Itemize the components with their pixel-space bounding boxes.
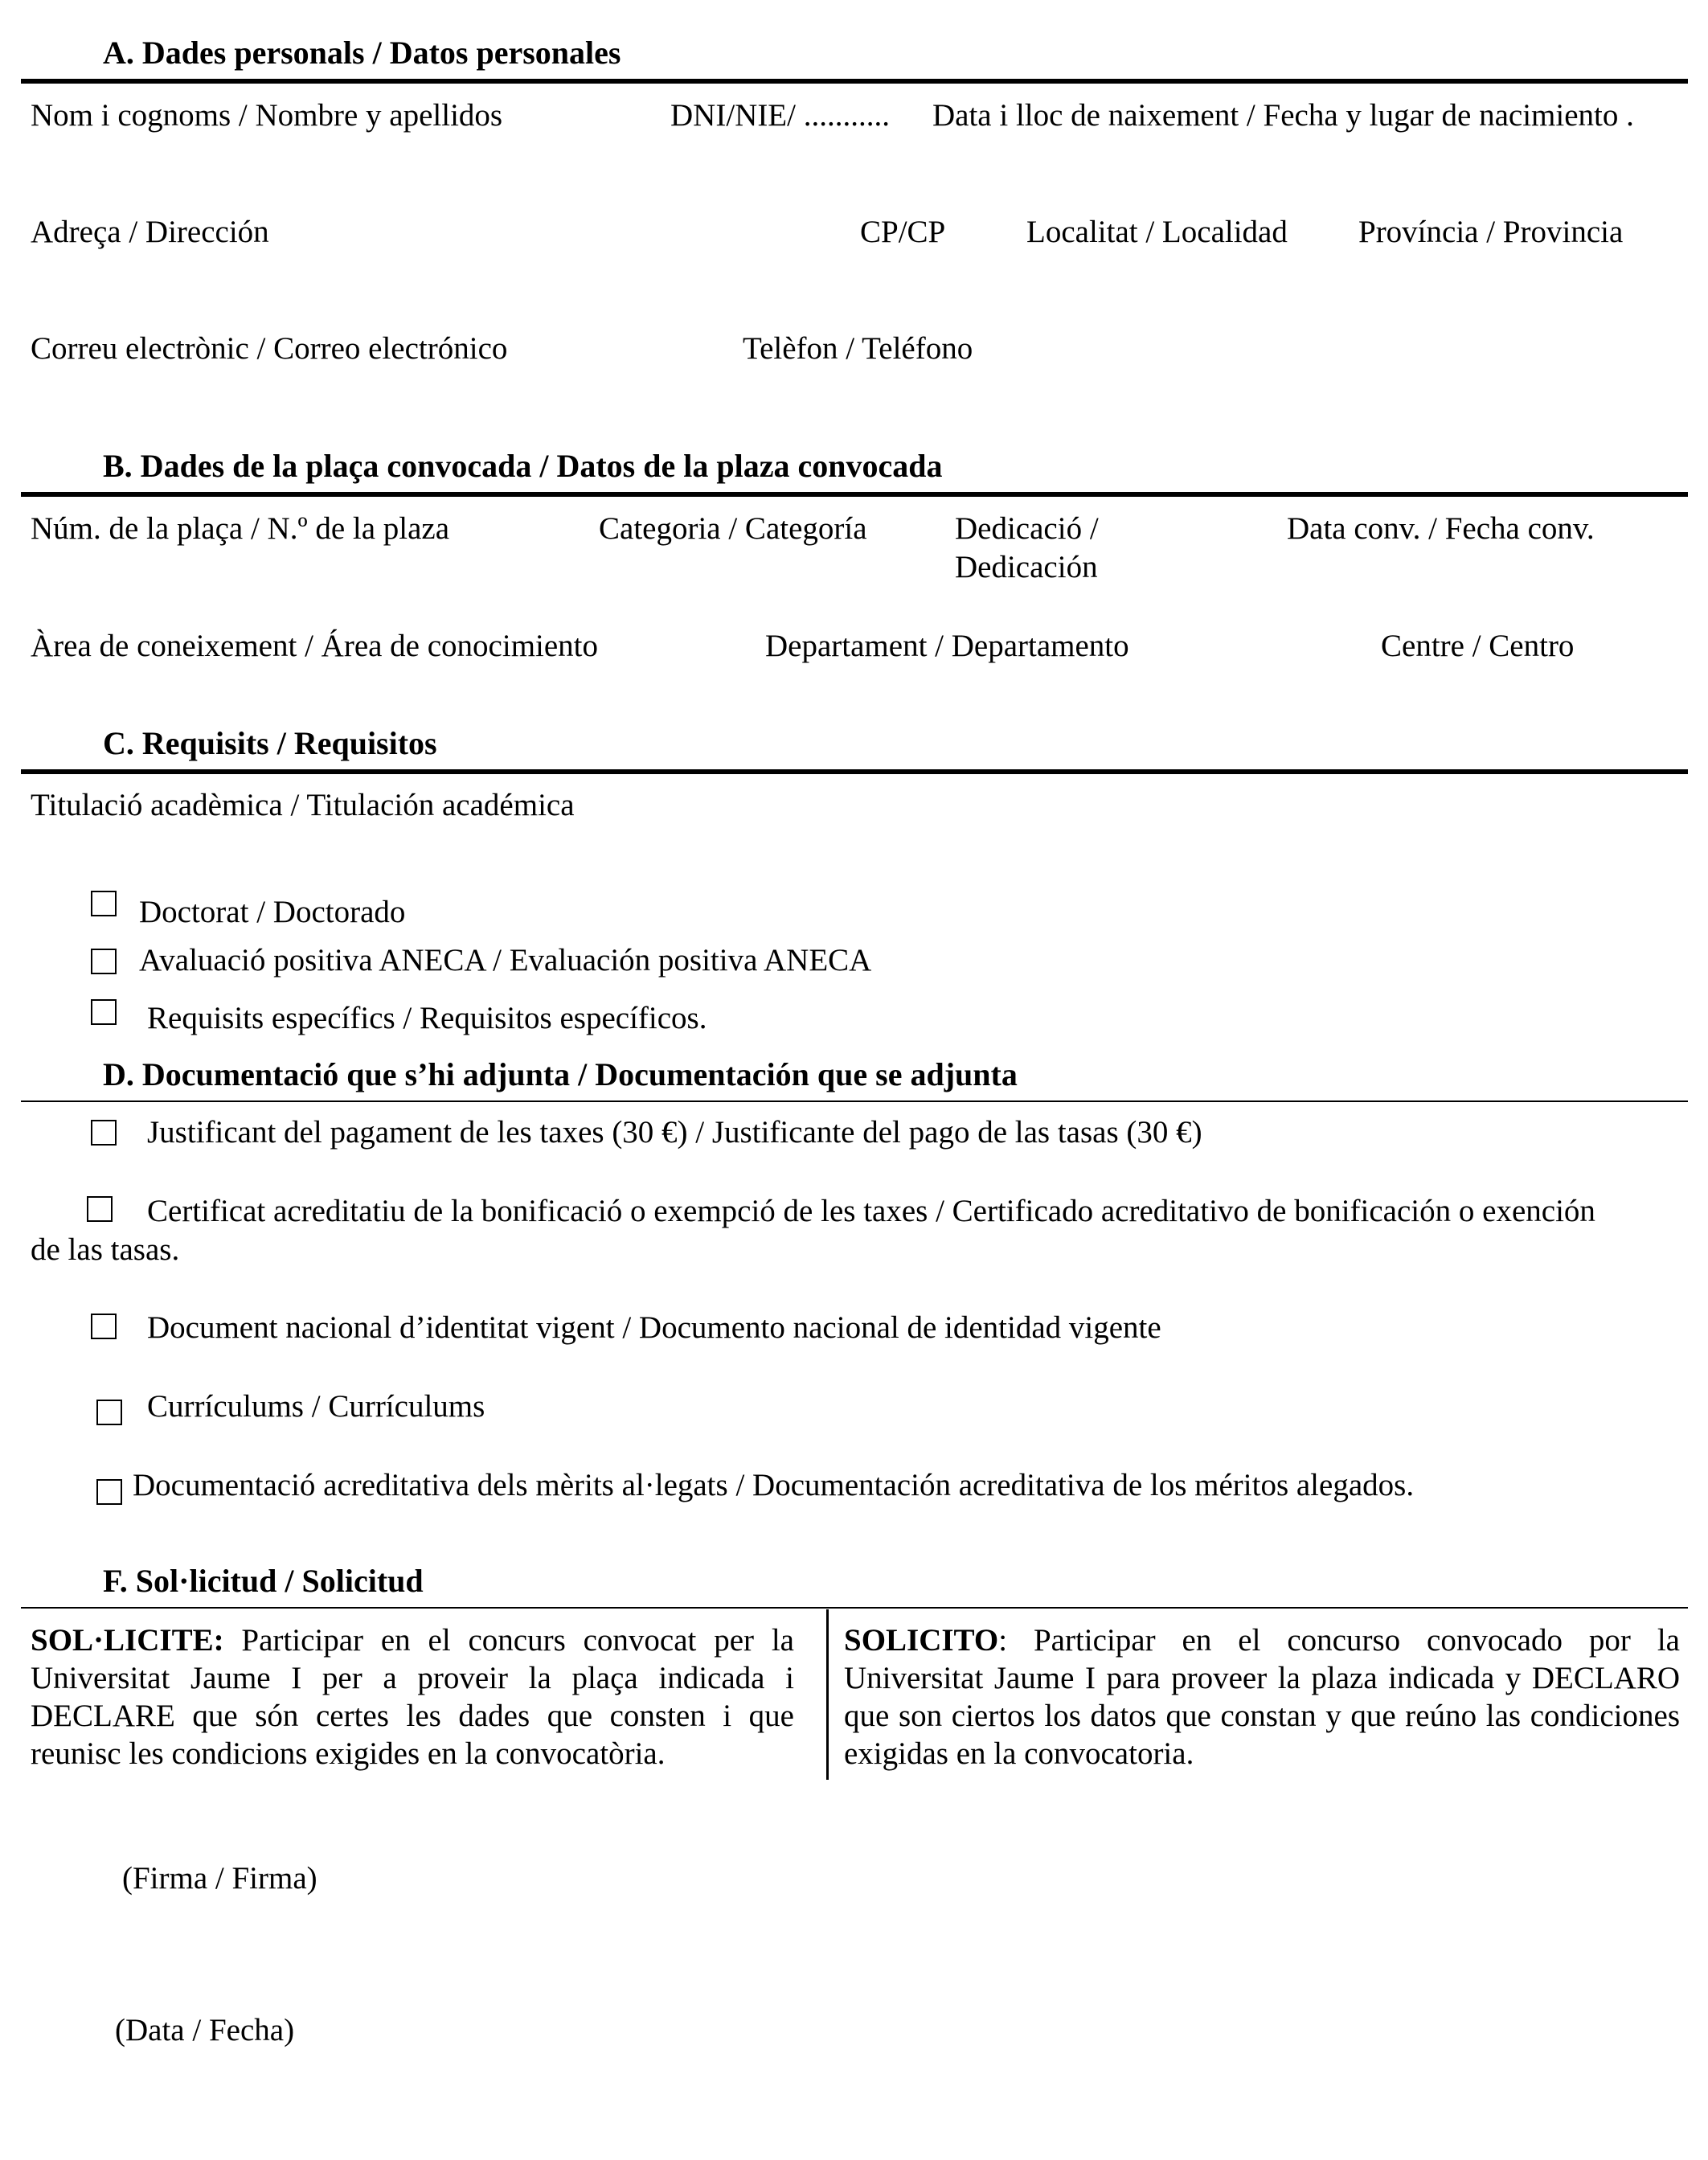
fee-receipt-checkbox[interactable] xyxy=(91,1120,117,1146)
request-spanish-text: : Participar en el concurso convocado por la Universitat Jaume I para proveer la plaza indicada y DECLARO que son ciertos los datos que constan y que reúno las condiciones exigidas en la convocatoria. xyxy=(844,1623,1680,1771)
date-field[interactable]: (Data / Fecha) xyxy=(115,2013,295,2047)
fee-exemption-checkbox[interactable] xyxy=(87,1196,113,1222)
request-catalan xyxy=(31,1621,794,1773)
aneca-label: Avaluació positiva ANECA / Evaluación positiva ANECA xyxy=(139,943,872,978)
degree-field[interactable]: Titulació acadèmica / Titulación académica xyxy=(31,788,575,822)
id-document-label: Document nacional d’identitat vigent / Documento nacional de identidad vigente xyxy=(147,1310,1161,1345)
centre-field[interactable]: Centre / Centro xyxy=(1381,629,1575,663)
section-c-heading: C. Requisits / Requisitos xyxy=(103,725,437,761)
request-spanish xyxy=(844,1621,1680,1773)
section-f-heading: F. Sol·licitud / Solicitud xyxy=(103,1563,424,1599)
cp-field[interactable]: CP/CP xyxy=(860,215,946,249)
dedication-field-line2: Dedicación xyxy=(955,550,1098,584)
name-field[interactable]: Nom i cognoms / Nombre y apellidos xyxy=(31,98,503,133)
doctorate-checkbox[interactable] xyxy=(91,891,117,916)
request-divider xyxy=(826,1609,829,1780)
specific-requirements-checkbox[interactable] xyxy=(91,999,117,1025)
dni-field[interactable]: DNI/NIE/ ........... xyxy=(670,98,890,133)
fee-exemption-label-cont: de las tasas. xyxy=(31,1232,180,1267)
section-d-rule xyxy=(21,1100,1688,1102)
section-d-heading: D. Documentació que s’hi adjunta / Documentación que se adjunta xyxy=(103,1056,1018,1092)
cv-label: Currículums / Currículums xyxy=(147,1389,485,1424)
date-conv-field[interactable]: Data conv. / Fecha conv. xyxy=(1287,511,1595,546)
phone-field[interactable]: Telèfon / Teléfono xyxy=(743,331,973,366)
address-field[interactable]: Adreça / Dirección xyxy=(31,215,269,249)
id-document-checkbox[interactable] xyxy=(91,1314,117,1339)
province-field[interactable]: Província / Provincia xyxy=(1358,215,1624,249)
specific-requirements-label: Requisits específics / Requisitos específicos. xyxy=(147,1001,707,1035)
dedication-field-line1[interactable]: Dedicació / xyxy=(955,511,1099,546)
section-a-heading: A. Dades personals / Datos personales xyxy=(103,35,621,71)
signature-field[interactable]: (Firma / Firma) xyxy=(122,1861,317,1896)
cv-checkbox[interactable] xyxy=(96,1400,122,1425)
doctorate-label: Doctorat / Doctorado xyxy=(139,895,406,929)
section-b-rule xyxy=(21,492,1688,497)
fee-receipt-label: Justificant del pagament de les taxes (30 €) / Justificante del pago de las tasas (30 €) xyxy=(147,1115,1202,1150)
email-field[interactable]: Correu electrònic / Correo electrónico xyxy=(31,331,508,366)
birth-field[interactable]: Data i lloc de naixement / Fecha y lugar de nacimiento . xyxy=(932,98,1634,133)
department-field[interactable]: Departament / Departamento xyxy=(765,629,1129,663)
merits-checkbox[interactable] xyxy=(96,1479,122,1505)
locality-field[interactable]: Localitat / Localidad xyxy=(1026,215,1288,249)
fee-exemption-label: Certificat acreditatiu de la bonificació o exempció de les taxes / Certificado acreditativo de bonificación o exención xyxy=(147,1194,1595,1228)
section-b-heading: B. Dades de la plaça convocada / Datos de la plaza convocada xyxy=(103,448,943,484)
request-catalan-text: Participar en el concurs convocat per la Universitat Jaume I per a proveir la plaça indicada i DECLARE que són certes les dades que consten i que reunisc les condicions exigides en la convocatòria. xyxy=(31,1623,794,1771)
section-f-rule xyxy=(21,1607,1688,1609)
place-number-field[interactable]: Núm. de la plaça / N.º de la plaza xyxy=(31,511,450,546)
merits-label: Documentació acreditativa dels mèrits al·legats / Documentación acreditativa de los méritos alegados. xyxy=(133,1468,1415,1502)
aneca-checkbox[interactable] xyxy=(91,949,117,974)
category-field[interactable]: Categoria / Categoría xyxy=(599,511,867,546)
request-spanish-bold: SOLICITO xyxy=(844,1623,999,1658)
section-a-rule xyxy=(21,79,1688,84)
request-catalan-bold: SOL·LICITE: xyxy=(31,1623,224,1658)
area-field[interactable]: Àrea de coneixement / Área de conocimiento xyxy=(31,629,599,663)
section-c-rule xyxy=(21,769,1688,774)
